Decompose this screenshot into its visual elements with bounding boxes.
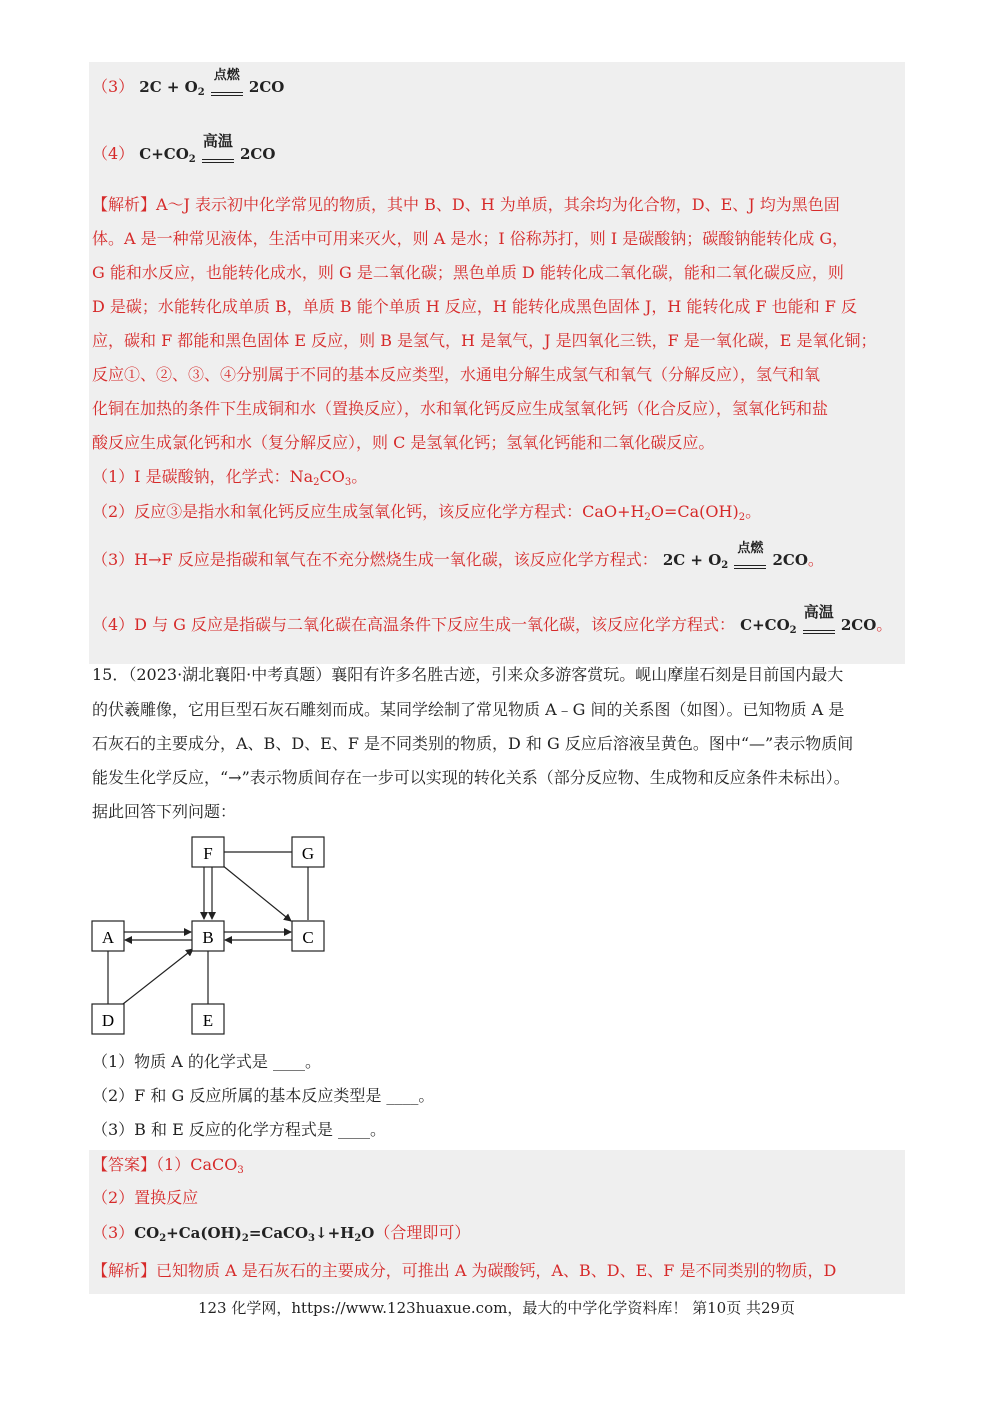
- relation-diagram: [85, 830, 335, 1040]
- analysis-q3: （3）H→F 反应是指碳和氧气在不充分燃烧生成一氧化碳，该反应化学方程式： $2C + O_2$ 点燃 2CO。: [92, 541, 824, 571]
- analysis-line: G 能和水反应，也能转化成水，则 G 是二氧化碳；黑色单质 D 能转化成二氧化碳，能和二氧化碳反应，则: [92, 263, 844, 282]
- analysis-q4: （4）D 与 G 反应是指碳与二氧化碳在高温条件下反应生成一氧化碳，该反应化学方程式： $C+CO_2$ 高温 2CO。: [92, 603, 893, 636]
- analysis-line: D 是碳；水能转化成单质 B，单质 B 能个单质 H 反应，H 能转化成黑色固体 J，H 能转化成 F 也能和 F 反: [92, 297, 857, 316]
- arrow-d-b: [123, 949, 193, 1004]
- node-f: [192, 837, 224, 867]
- arrow-f-c: [222, 865, 291, 921]
- node-d: [92, 1004, 124, 1034]
- svg-text:F: F: [203, 844, 213, 863]
- answer-15-2: （2）置换反应: [92, 1188, 199, 1207]
- analysis-line: 化铜在加热的条件下生成铜和水（置换反应），水和氧化钙反应生成氢氧化钙（化合反应），氢氧化钙和盐: [92, 399, 829, 418]
- node-b: [192, 921, 224, 951]
- prev-answer-4: （4） $C+CO_2$ 高温 2CO: [92, 132, 276, 165]
- svg-text:B: B: [202, 928, 214, 947]
- node-g: [292, 837, 324, 867]
- analysis-q1: （1）I 是碳酸钠，化学式：$Na_2CO_3$。: [92, 467, 368, 488]
- question-line: 石灰石的主要成分，A、B、D、E、F 是不同类别的物质，D 和 G 反应后溶液呈黄色。图中“—”表示物质间: [92, 734, 854, 753]
- analysis-q2: （2）反应③是指水和氧化钙反应生成氢氧化钙，该反应化学方程式：$CaO+H_2O=Ca(OH)_2$。: [92, 502, 762, 523]
- sub-question: （2）F 和 G 反应所属的基本反应类型是 ____。: [92, 1086, 435, 1105]
- question-line: 15．（2023·湖北襄阳·中考真题）襄阳有许多名胜古迹，引来众多游客赏玩。岘山摩崖石刻是目前国内最大: [92, 665, 844, 684]
- sub-question: （1）物质 A 的化学式是 ____。: [92, 1052, 321, 1071]
- sub-question: （3）B 和 E 反应的化学方程式是 ____。: [92, 1120, 386, 1139]
- prev-answer-3: （3） $2C + O_2$ 点燃 2CO: [92, 68, 285, 98]
- node-c: [292, 921, 324, 951]
- svg-text:E: E: [202, 1011, 214, 1030]
- question-line: 据此回答下列问题：: [92, 802, 237, 821]
- question-line: 能发生化学反应，“→”表示物质间存在一步可以实现的转化关系（部分反应物、生成物和反应条件未标出）。: [92, 768, 850, 787]
- svg-text:D: D: [101, 1011, 115, 1030]
- answer-15-1: 【答案】（1）CaCO$_3$: [92, 1155, 244, 1176]
- page-footer: 123 化学网，https://www.123huaxue.com，最大的中学化学资料库！ 第10页 共29页: [197, 1299, 796, 1317]
- node-a: [92, 921, 124, 951]
- analysis-line: 酸反应生成氯化钙和水（复分解反应），则 C 是氢氧化钙；氢氧化钙能和二氧化碳反应。: [92, 433, 715, 452]
- analysis-line: 【解析】A～J 表示初中化学常见的物质，其中 B、D、H 为单质，其余均为化合物，D、E、J 均为黑色固: [92, 195, 840, 214]
- svg-text:A: A: [101, 928, 115, 947]
- answer-15-3: $(3)CO_2+Ca(OH)_2=CaCO_3↓+H_2O$（合理即可）: [92, 1223, 471, 1244]
- analysis-line: 反应①、②、③、④分别属于不同的基本反应类型，水通电分解生成氢气和氧气（分解反应），氢气和氧: [92, 365, 821, 384]
- analysis-15-line: 【解析】已知物质 A 是石灰石的主要成分，可推出 A 为碳酸钙，A、B、D、E、F 是不同类别的物质，D: [92, 1261, 837, 1280]
- analysis-line: 应，碳和 F 都能和黑色固体 E 反应，则 B 是氢气，H 是氧气，J 是四氧化三铁，F 是一氧化碳，E 是氧化铜；: [92, 331, 877, 350]
- question-line: 的伏羲雕像，它用巨型石灰石雕刻而成。某同学绘制了常见物质 A﹣G 间的关系图（如图）。已知物质 A 是: [92, 700, 845, 719]
- node-e: [192, 1004, 224, 1034]
- svg-text:G: G: [301, 844, 315, 863]
- analysis-line: 体。A 是一种常见液体，生活中可用来灭火，则 A 是水；I 俗称苏打，则 I 是碳酸钠；碳酸钠能转化成 G，: [92, 229, 849, 248]
- svg-text:C: C: [302, 928, 314, 947]
